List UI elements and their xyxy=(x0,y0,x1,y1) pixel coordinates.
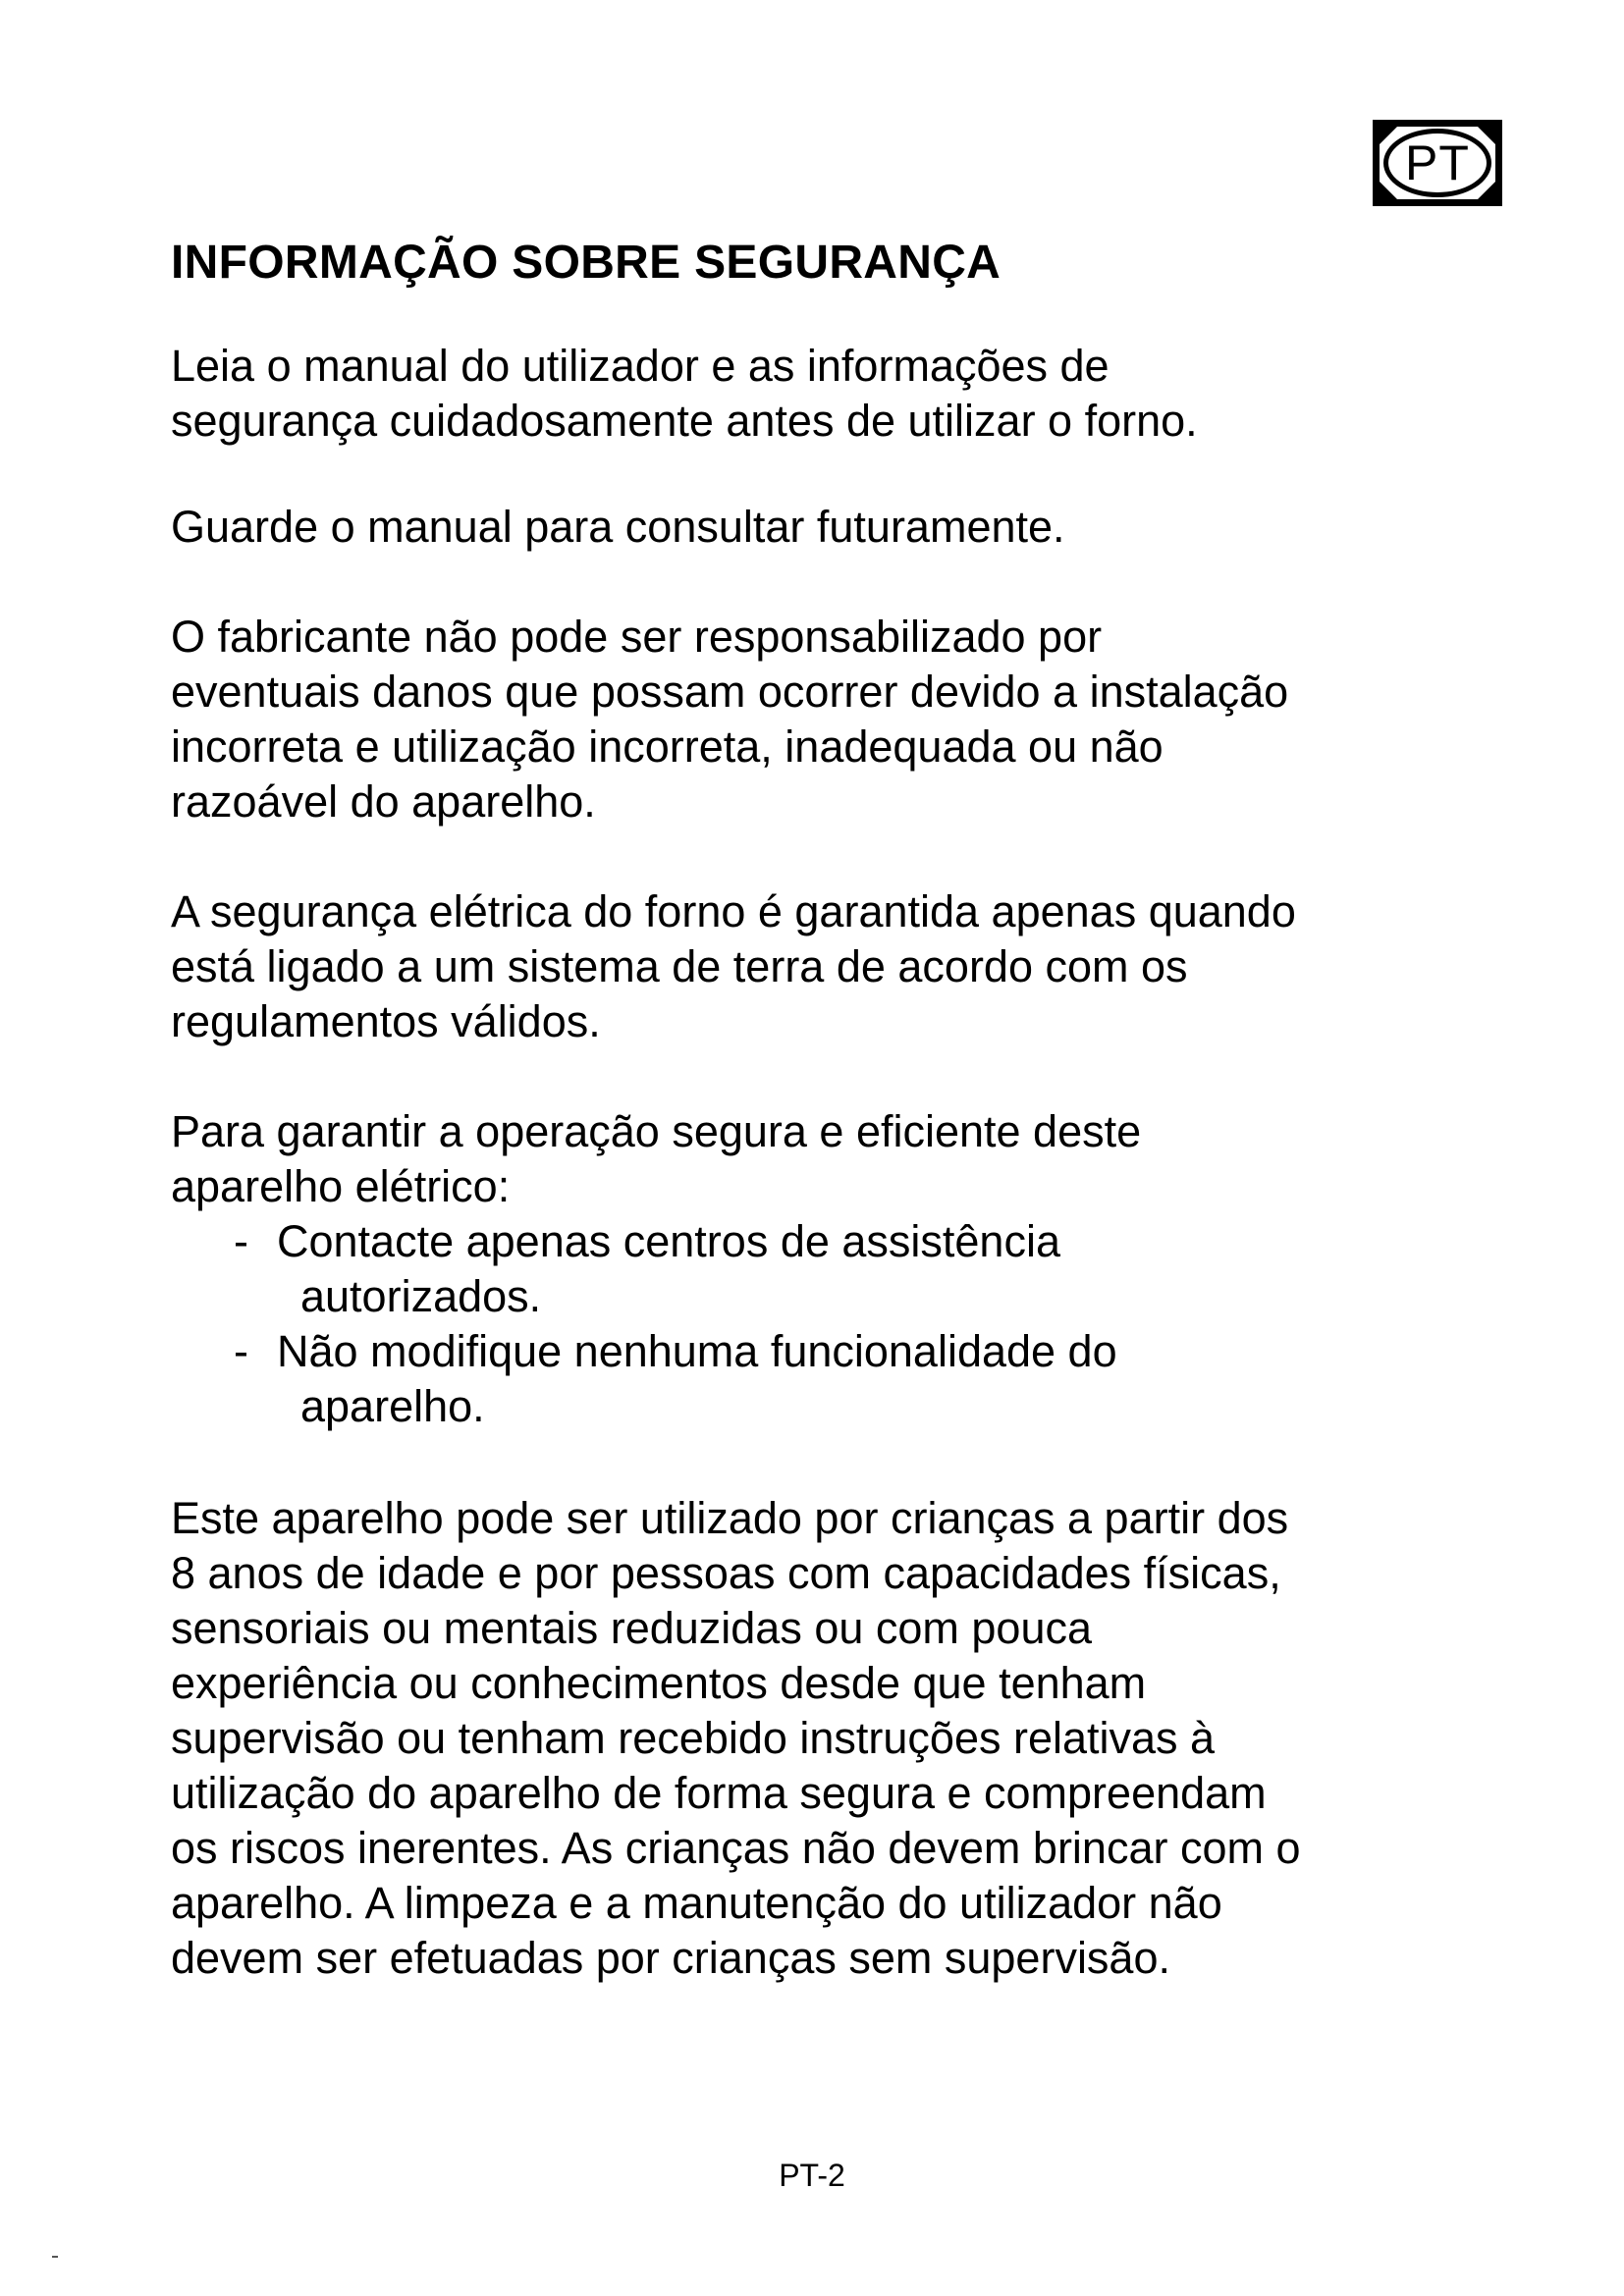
text-line: sensoriais ou mentais reduzidas ou com pouca xyxy=(171,1603,1093,1653)
text-line: os riscos inerentes. As crianças não devem brincar com o xyxy=(171,1823,1301,1873)
list-item xyxy=(171,1324,1447,1434)
list-item xyxy=(171,1214,1447,1324)
text-line: regulamentos válidos. xyxy=(171,996,601,1046)
text-line: está ligado a um sistema de terra de acordo com os xyxy=(171,941,1188,991)
text-line: O fabricante não pode ser responsabilizado por xyxy=(171,612,1103,662)
paragraph-keep-manual xyxy=(171,500,1447,555)
bullet-dash: - xyxy=(234,1326,248,1376)
paragraph-safe-operation xyxy=(171,1104,1447,1214)
text-line: aparelho elétrico: xyxy=(171,1161,511,1211)
scan-artifact xyxy=(52,2256,58,2258)
text-line: razoável do aparelho. xyxy=(171,776,596,827)
text-line: Não modifique nenhuma funcionalidade do xyxy=(277,1326,1117,1376)
text-line: A segurança elétrica do forno é garantida apenas quando xyxy=(171,886,1296,936)
paragraph-read-manual xyxy=(171,339,1447,449)
text-line: eventuais danos que possam ocorrer devido a instalação xyxy=(171,667,1289,717)
text-line: Leia o manual do utilizador e as informações de xyxy=(171,341,1110,391)
text-line: Este aparelho pode ser utilizado por crianças a partir dos xyxy=(171,1493,1289,1543)
language-badge xyxy=(1373,120,1502,206)
bullet-dash: - xyxy=(234,1216,248,1266)
text-line: segurança cuidadosamente antes de utilizar o forno. xyxy=(171,396,1198,446)
language-code: PT xyxy=(1405,135,1470,190)
text-line: utilização do aparelho de forma segura e compreendam xyxy=(171,1768,1267,1818)
text-line: experiência ou conhecimentos desde que tenham xyxy=(171,1658,1147,1708)
text-line: Guarde o manual para consultar futuramente. xyxy=(171,502,1065,552)
paragraph-electrical-safety xyxy=(171,884,1447,1049)
text-line: autorizados. xyxy=(300,1271,542,1321)
text-line: 8 anos de idade e por pessoas com capacidades físicas, xyxy=(171,1548,1281,1598)
page-title: INFORMAÇÃO SOBRE SEGURANÇA xyxy=(171,237,1001,289)
text-line: incorreta e utilização incorreta, inadequada ou não xyxy=(171,721,1164,772)
text-line: Contacte apenas centros de assistência xyxy=(277,1216,1060,1266)
page-number: PT-2 xyxy=(779,2158,845,2193)
document-body xyxy=(171,234,1447,1986)
paragraph-children-usage xyxy=(171,1491,1447,1986)
text-line: aparelho. A limpeza e a manutenção do utilizador não xyxy=(171,1878,1222,1928)
text-line: Para garantir a operação segura e eficiente deste xyxy=(171,1106,1142,1156)
text-line: devem ser efetuadas por crianças sem supervisão. xyxy=(171,1933,1170,1983)
badge-corner xyxy=(1478,182,1495,199)
safe-operation-list xyxy=(171,1214,1447,1434)
text-line: supervisão ou tenham recebido instruções relativas à xyxy=(171,1713,1216,1763)
text-line: aparelho. xyxy=(300,1381,485,1431)
badge-oval xyxy=(1383,129,1491,197)
paragraph-manufacturer-liability xyxy=(171,610,1447,829)
